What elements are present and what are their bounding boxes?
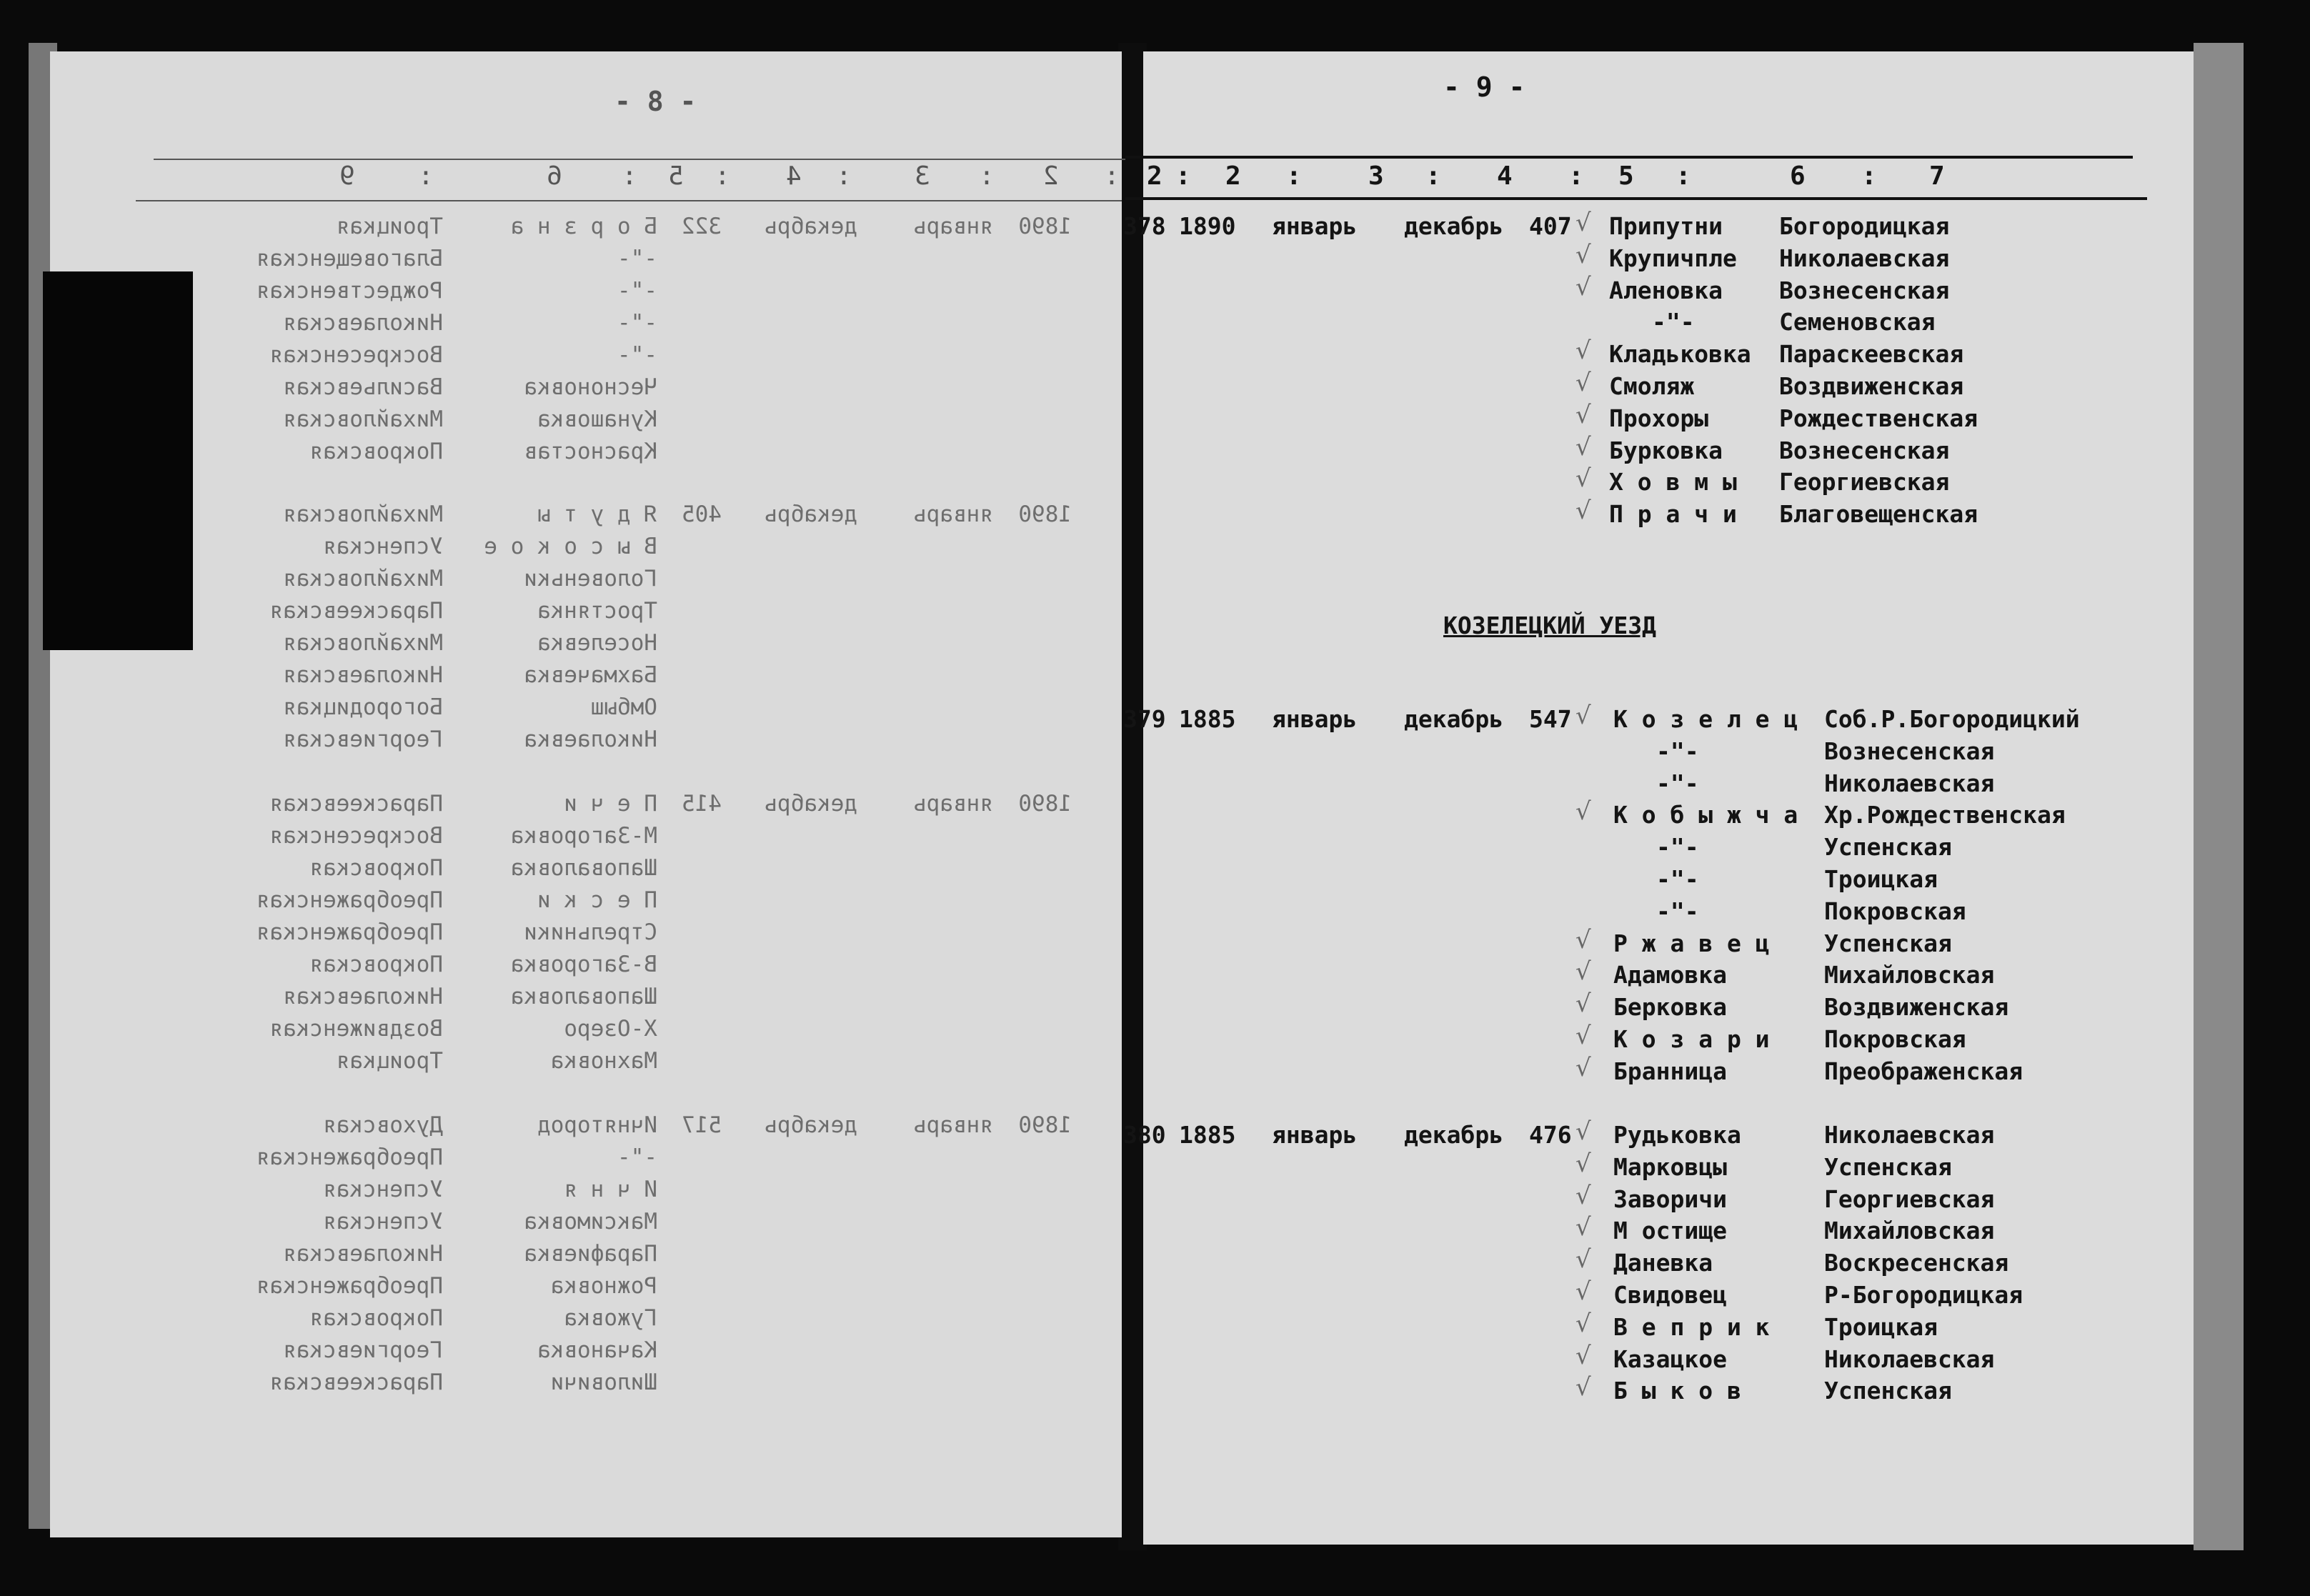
- column-header-cell: :: [836, 161, 852, 191]
- mirrored-church: Воскресенская: [269, 823, 443, 849]
- settlement-name: В е п р и к: [1613, 1312, 1770, 1341]
- church-name: Успенская: [1824, 833, 1952, 862]
- mirrored-church: Васильевская: [283, 374, 443, 400]
- mirrored-settlement: Качановка: [537, 1337, 657, 1363]
- settlement-name: -"-: [1656, 769, 1699, 797]
- settlement-name: Крупичпле: [1609, 244, 1737, 272]
- left-header-rule-bottom: [136, 200, 1122, 201]
- mirrored-church: Параскеевская: [269, 598, 443, 624]
- settlement-name: Аленовка: [1609, 276, 1723, 304]
- record-count: 407: [1529, 212, 1572, 240]
- mirrored-month-to: декабрь: [764, 791, 857, 817]
- mirrored-church: Николаевская: [283, 984, 443, 1009]
- mirrored-month-from: январь: [913, 791, 993, 817]
- settlement-name: -"-: [1656, 737, 1699, 765]
- church-name: Параскеевская: [1779, 340, 1964, 369]
- mirrored-settlement: Максимовка: [524, 1209, 657, 1235]
- mirrored-settlement: Я д у т ы: [537, 502, 657, 527]
- month-to: декабрь: [1404, 212, 1504, 240]
- column-header-cell: :: [1104, 161, 1120, 191]
- check-mark-icon: √: [1575, 240, 1591, 269]
- check-mark-icon: √: [1575, 464, 1591, 494]
- mirrored-settlement: Шаповаловка: [510, 984, 657, 1009]
- column-header-cell: 2: [1225, 161, 1241, 191]
- church-name: Соб.Р.Богородицкий: [1824, 705, 2080, 733]
- settlement-name: -"-: [1656, 897, 1699, 925]
- settlement-name: Рудьковка: [1613, 1121, 1741, 1149]
- mirrored-church: Успенская: [323, 1209, 443, 1235]
- mirrored-month-from: январь: [913, 1112, 993, 1138]
- mirrored-church: Воздвиженская: [269, 1016, 443, 1042]
- column-header-cell: :: [1425, 161, 1441, 191]
- check-mark-icon: √: [1575, 432, 1591, 462]
- mirrored-church: Богородицкая: [283, 694, 443, 720]
- settlement-name: К о з е л е ц: [1613, 705, 1798, 733]
- mirrored-settlement: -"-: [617, 310, 657, 336]
- mirrored-church: Георгиевская: [283, 1337, 443, 1363]
- check-mark-icon: √: [1575, 1341, 1591, 1370]
- uezd-heading: КОЗЕЛЕЦКИЙ УЕЗД: [1443, 612, 1657, 639]
- mirrored-church: Михайловская: [283, 630, 443, 656]
- mirrored-settlement: Б о р з н а: [510, 214, 657, 239]
- right-header-rule-top: [1125, 156, 2133, 159]
- mirrored-church: Преображенская: [256, 887, 443, 913]
- mirrored-count: 415: [682, 791, 722, 817]
- check-mark-icon: √: [1575, 1213, 1591, 1242]
- mirrored-church: Покровская: [309, 1305, 443, 1331]
- check-mark-icon: √: [1575, 797, 1591, 827]
- column-header-cell: :: [418, 161, 434, 191]
- church-name: Благовещенская: [1779, 500, 1978, 529]
- register-year: 1885: [1179, 705, 1236, 733]
- check-mark-icon: √: [1575, 1373, 1591, 1402]
- settlement-name: Свидовец: [1613, 1281, 1727, 1309]
- mirrored-church: Духовская: [323, 1112, 443, 1138]
- mirrored-church: Преображенская: [256, 919, 443, 945]
- church-name: Рождественская: [1779, 404, 1978, 432]
- mirrored-church: Воскресенская: [269, 342, 443, 368]
- mirrored-settlement: Парафиевка: [524, 1241, 657, 1267]
- church-name: Преображенская: [1824, 1057, 2023, 1085]
- mirrored-month-from: январь: [913, 214, 993, 239]
- mirrored-church: Михайловская: [283, 407, 443, 432]
- mirrored-settlement: Красностав: [524, 439, 657, 464]
- column-header-cell: :: [1568, 161, 1584, 191]
- mirrored-settlement: И ч н я: [564, 1177, 657, 1202]
- column-header-cell: :: [1175, 161, 1191, 191]
- mirrored-settlement: Чесноновка: [524, 374, 657, 400]
- check-mark-icon: √: [1575, 400, 1591, 429]
- church-name: Вознесенская: [1824, 737, 1995, 765]
- record-count: 547: [1529, 705, 1572, 733]
- mirrored-settlement: Тростянка: [537, 598, 657, 624]
- mirrored-year: 1890: [1018, 791, 1072, 817]
- church-name: Троицкая: [1824, 865, 1938, 893]
- mirrored-church: Михайловская: [283, 502, 443, 527]
- church-name: Воскресенская: [1824, 1249, 2009, 1277]
- mirrored-month-from: январь: [913, 502, 993, 527]
- mirrored-church: Преображенская: [256, 1144, 443, 1170]
- column-header-cell: :: [622, 161, 637, 191]
- column-header-cell: 2: [1043, 161, 1059, 191]
- church-name: Михайловская: [1824, 1217, 1995, 1245]
- check-mark-icon: √: [1575, 1245, 1591, 1275]
- mirrored-settlement: П е с к и: [537, 887, 657, 913]
- book-spine: [1118, 43, 1147, 1550]
- church-name: Николаевская: [1824, 769, 1995, 797]
- mirrored-month-to: декабрь: [764, 214, 857, 239]
- church-name: Георгиевская: [1824, 1184, 1995, 1213]
- mirrored-church: Троицкая: [336, 1048, 443, 1074]
- column-header-cell: 5: [668, 161, 684, 191]
- mirrored-settlement: Стрельники: [524, 919, 657, 945]
- month-to: декабрь: [1404, 1121, 1504, 1149]
- mirrored-settlement: В-Загоровка: [510, 952, 657, 977]
- settlement-name: Марковцы: [1613, 1152, 1727, 1181]
- mirrored-count: 517: [682, 1112, 722, 1138]
- binding-clip: [43, 271, 193, 650]
- mirrored-settlement: Кунашовка: [537, 407, 657, 432]
- check-mark-icon: √: [1575, 497, 1591, 526]
- church-name: Покровская: [1824, 897, 1966, 925]
- settlement-name: Бурковка: [1609, 436, 1723, 464]
- mirrored-count: 322: [682, 214, 722, 239]
- mirrored-year: 1890: [1018, 1112, 1072, 1138]
- church-name: Хр.Рождественская: [1824, 801, 2066, 829]
- church-name: Успенская: [1824, 1152, 1952, 1181]
- check-mark-icon: √: [1575, 1053, 1591, 1082]
- record-count: 476: [1529, 1121, 1572, 1149]
- check-mark-icon: √: [1575, 989, 1591, 1019]
- mirrored-month-to: декабрь: [764, 502, 857, 527]
- check-mark-icon: √: [1575, 209, 1591, 237]
- column-header-cell: :: [1861, 161, 1877, 191]
- mirrored-settlement: Шаповаловка: [510, 855, 657, 881]
- mirrored-church: Троицкая: [336, 214, 443, 239]
- check-mark-icon: √: [1575, 1117, 1591, 1146]
- month-to: декабрь: [1404, 705, 1504, 733]
- page-edges-right: [2194, 43, 2244, 1550]
- column-header-cell: 7: [1929, 161, 1945, 191]
- check-mark-icon: √: [1575, 925, 1591, 954]
- check-mark-icon: √: [1575, 702, 1591, 730]
- left-page-number: - 8 -: [614, 86, 697, 117]
- mirrored-settlement: Головеньки: [524, 566, 657, 592]
- church-name: Успенская: [1824, 1377, 1952, 1405]
- mirrored-month-to: декабрь: [764, 1112, 857, 1138]
- register-number: 378: [1123, 212, 1166, 240]
- column-header-cell: 6: [547, 161, 562, 191]
- church-name: Георгиевская: [1779, 468, 1950, 497]
- settlement-name: Берковка: [1613, 993, 1727, 1022]
- church-name: Николаевская: [1779, 244, 1950, 272]
- settlement-name: К о б ы ж ч а: [1613, 801, 1798, 829]
- mirrored-settlement: Ичнятород: [537, 1112, 657, 1138]
- settlement-name: Р ж а в е ц: [1613, 929, 1770, 957]
- church-name: Богородицкая: [1779, 212, 1950, 240]
- church-name: Вознесенская: [1779, 436, 1950, 464]
- mirrored-church: Николаевская: [283, 310, 443, 336]
- mirrored-church: Успенская: [323, 534, 443, 559]
- column-header-cell: 2: [1147, 161, 1163, 191]
- mirrored-settlement: Носелевка: [537, 630, 657, 656]
- church-name: Николаевская: [1824, 1121, 1995, 1149]
- month-from: январь: [1272, 1121, 1358, 1149]
- mirrored-settlement: Гужовка: [564, 1305, 657, 1331]
- column-header-cell: :: [715, 161, 730, 191]
- settlement-name: Адамовка: [1613, 961, 1727, 989]
- column-header-cell: 3: [1368, 161, 1384, 191]
- mirrored-settlement: Шиловичи: [550, 1370, 657, 1395]
- settlement-name: Заворичи: [1613, 1184, 1727, 1213]
- check-mark-icon: √: [1575, 336, 1591, 366]
- settlement-name: Прохоры: [1609, 404, 1709, 432]
- mirrored-church: Николаевская: [283, 1241, 443, 1267]
- check-mark-icon: √: [1575, 369, 1591, 397]
- mirrored-church: Николаевская: [283, 662, 443, 688]
- check-mark-icon: √: [1575, 272, 1591, 301]
- mirrored-church: Покровская: [309, 855, 443, 881]
- church-name: Троицкая: [1824, 1312, 1938, 1341]
- mirrored-settlement: Рожновка: [550, 1273, 657, 1299]
- check-mark-icon: √: [1575, 1309, 1591, 1338]
- mirrored-settlement: -"-: [617, 342, 657, 368]
- column-header-cell: 9: [339, 161, 355, 191]
- mirrored-settlement: -"-: [617, 246, 657, 271]
- check-mark-icon: √: [1575, 1181, 1591, 1210]
- settlement-name: Х о в м ы: [1609, 468, 1737, 497]
- check-mark-icon: √: [1575, 957, 1591, 987]
- mirrored-settlement: Х-Озеро: [564, 1016, 657, 1042]
- settlement-name: Б ы к о в: [1613, 1377, 1741, 1405]
- check-mark-icon: √: [1575, 1277, 1591, 1306]
- settlement-name: -"-: [1656, 833, 1699, 862]
- month-from: январь: [1272, 212, 1358, 240]
- mirrored-church: Благовещенская: [256, 246, 443, 271]
- right-page-number: - 9 -: [1443, 71, 1525, 103]
- mirrored-church: Параскеевская: [269, 791, 443, 817]
- check-mark-icon: √: [1575, 1149, 1591, 1178]
- mirrored-settlement: Махновка: [550, 1048, 657, 1074]
- church-name: Михайловская: [1824, 961, 1995, 989]
- settlement-name: -"-: [1656, 865, 1699, 893]
- church-name: Воздвиженская: [1779, 372, 1964, 400]
- column-header-cell: :: [1676, 161, 1691, 191]
- church-name: Воздвиженская: [1824, 993, 2009, 1022]
- mirrored-church: Михайловская: [283, 566, 443, 592]
- settlement-name: Казацкое: [1613, 1345, 1727, 1373]
- column-header-cell: 4: [786, 161, 802, 191]
- mirrored-settlement: В ы с о к о е: [484, 534, 657, 559]
- month-from: январь: [1272, 705, 1358, 733]
- mirrored-church: Георгиевская: [283, 727, 443, 752]
- column-header-cell: :: [979, 161, 995, 191]
- mirrored-count: 405: [682, 502, 722, 527]
- settlement-name: П р а ч и: [1609, 500, 1737, 529]
- mirrored-church: Покровская: [309, 439, 443, 464]
- church-name: Вознесенская: [1779, 276, 1950, 304]
- mirrored-settlement: -"-: [617, 1144, 657, 1170]
- church-name: Семеновская: [1779, 308, 1936, 336]
- mirrored-year: 1890: [1018, 214, 1072, 239]
- settlement-name: М остище: [1613, 1217, 1727, 1245]
- church-name: Успенская: [1824, 929, 1952, 957]
- settlement-name: К о з а р и: [1613, 1025, 1770, 1053]
- settlement-name: Кладьковка: [1609, 340, 1751, 369]
- mirrored-church: Преображенская: [256, 1273, 443, 1299]
- column-header-cell: 6: [1790, 161, 1806, 191]
- mirrored-church: Покровская: [309, 952, 443, 977]
- right-header-rule-bottom: [1125, 197, 2147, 200]
- mirrored-settlement: П е ч и: [564, 791, 657, 817]
- settlement-name: Бранница: [1613, 1057, 1727, 1085]
- mirrored-church: Параскеевская: [269, 1370, 443, 1395]
- column-header-cell: 5: [1618, 161, 1634, 191]
- church-name: Р-Богородицкая: [1824, 1281, 2023, 1309]
- register-year: 1890: [1179, 212, 1236, 240]
- mirrored-settlement: Бахмачевка: [524, 662, 657, 688]
- register-number: 379: [1123, 705, 1166, 733]
- settlement-name: Смоляж: [1609, 372, 1695, 400]
- mirrored-settlement: Николаевка: [524, 727, 657, 752]
- column-header-cell: 4: [1497, 161, 1513, 191]
- register-year: 1885: [1179, 1121, 1236, 1149]
- column-header-cell: 3: [915, 161, 930, 191]
- church-name: Николаевская: [1824, 1345, 1995, 1373]
- mirrored-settlement: М-Загоровка: [510, 823, 657, 849]
- settlement-name: Припутни: [1609, 212, 1723, 240]
- mirrored-church: Рождественская: [256, 278, 443, 304]
- mirrored-settlement: -"-: [617, 278, 657, 304]
- left-header-rule-top: [154, 159, 1125, 160]
- mirrored-church: Успенская: [323, 1177, 443, 1202]
- church-name: Покровская: [1824, 1025, 1966, 1053]
- settlement-name: Даневка: [1613, 1249, 1713, 1277]
- mirrored-settlement: Омбыш: [590, 694, 657, 720]
- mirrored-year: 1890: [1018, 502, 1072, 527]
- register-number: 380: [1123, 1121, 1166, 1149]
- column-header-cell: :: [1286, 161, 1302, 191]
- check-mark-icon: √: [1575, 1022, 1591, 1050]
- settlement-name: -"-: [1652, 308, 1695, 336]
